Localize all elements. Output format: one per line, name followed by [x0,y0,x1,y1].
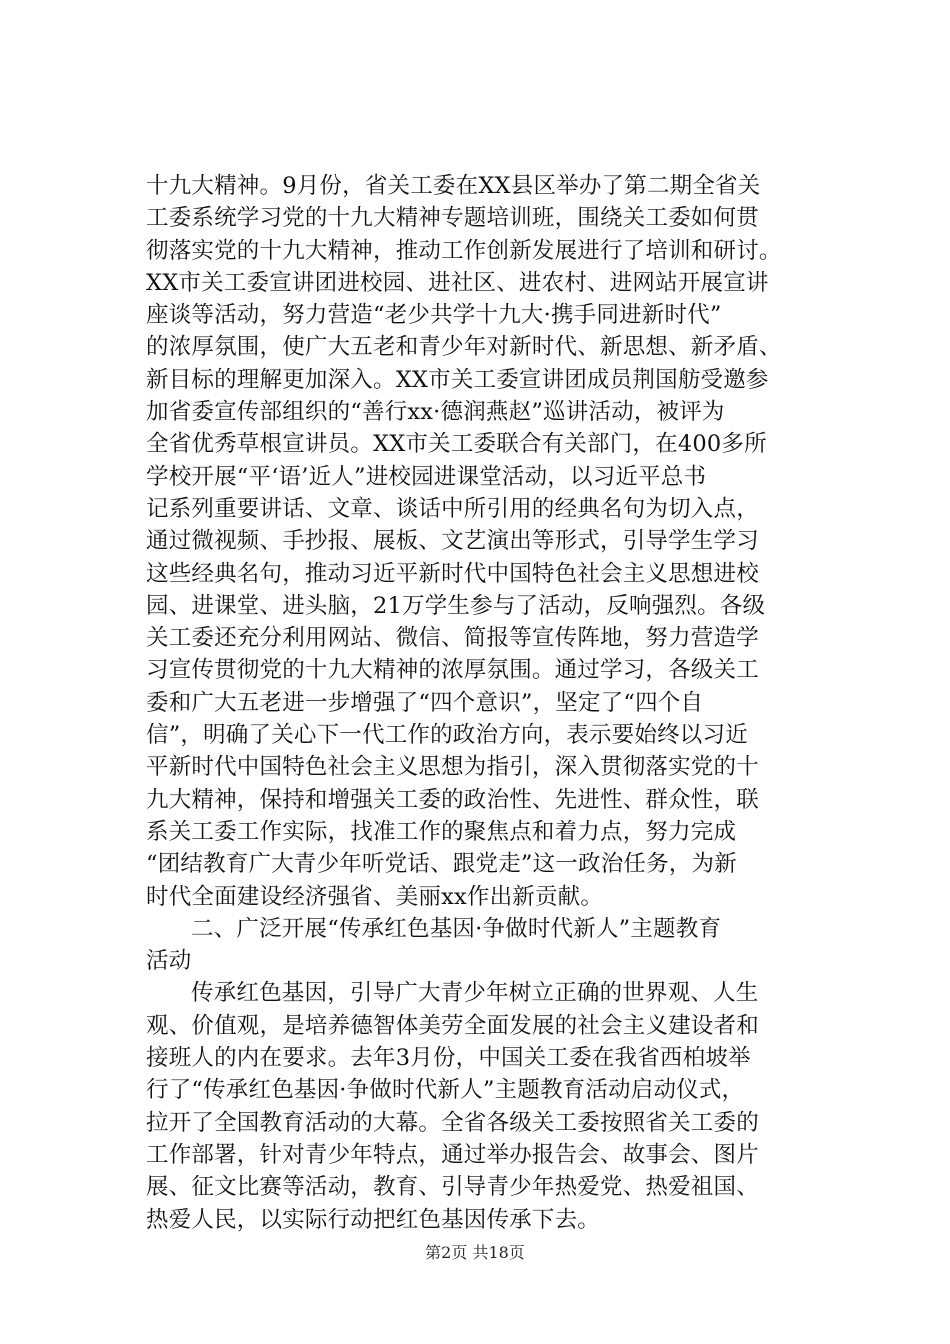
text-line: 全省优秀草根宣讲员。XX市关工委联合有关部门，在400多所 [146,431,767,458]
page-number-footer: 第2页 共18页 [425,1243,525,1262]
section-heading-continued: 活动 [146,948,192,975]
text-line: 热爱人民，以实际行动把红色基因传承下去。 [146,1206,601,1233]
body-text [146,170,852,1236]
text-line: 工委系统学习党的十九大精神专题培训班，围绕关工委如何贯 [146,205,759,232]
text-line: 这些经典名句，推动习近平新时代中国特色社会主义思想进校 [146,560,759,587]
text-line: 工作部署，针对青少年特点，通过举办报告会、故事会、图片 [146,1141,759,1168]
text-line: 系关工委工作实际，找准工作的聚焦点和着力点，努力完成 [146,818,737,845]
text-line: 时代全面建设经济强省、美丽xx作出新贡献。 [146,883,604,910]
text-line: 加省委宣传部组织的“善行xx·德润燕赵”巡讲活动，被评为 [146,399,725,426]
text-line: 信”，明确了关心下一代工作的政治方向，表示要始终以习近 [146,722,748,749]
text-line: “团结教育广大青少年听党话、跟党走”这一政治任务，为新 [146,851,737,878]
text-line: 习宣传贯彻党的十九大精神的浓厚氛围。通过学习，各级关工 [146,657,759,684]
text-line: 学校开展“平‘语’近人”进校园进课堂活动，以习近平总书 [146,463,707,490]
text-line: 十九大精神。9月份，省关工委在XX县区举办了第二期全省关 [146,173,761,199]
text-line: 的浓厚氛围，使广大五老和青少年对新时代、新思想、新矛盾、 [146,334,782,361]
text-line: 传承红色基因，引导广大青少年树立正确的世界观、人生 [191,980,759,1007]
text-line: 拉开了全国教育活动的大幕。全省各级关工委按照省关工委的 [146,1109,759,1136]
text-line: 新目标的理解更加深入。XX市关工委宣讲团成员荆国舫受邀参 [146,366,769,393]
text-line: 九大精神，保持和增强关工委的政治性、先进性、群众性，联 [146,786,759,813]
text-line: 行了“传承红色基因·争做时代新人”主题教育活动启动仪式， [146,1077,745,1104]
text-line: 座谈等活动，努力营造“老少共学十九大·携手同进新时代” [146,302,722,329]
text-line: 平新时代中国特色社会主义思想为指引，深入贯彻落实党的十 [146,754,759,781]
text-line: 关工委还充分利用网站、微信、简报等宣传阵地，努力营造学 [146,625,759,652]
text-line: 委和广大五老进一步增强了“四个意识”，坚定了“四个自 [146,689,704,716]
text-line: 记系列重要讲话、文章、谈话中所引用的经典名句为切入点， [146,495,759,522]
text-line: 通过微视频、手抄报、展板、文艺演出等形式，引导学生学习 [146,528,759,555]
text-line: 观、价值观，是培养德智体美劳全面发展的社会主义建设者和 [146,1012,759,1039]
text-line: 展、征文比赛等活动，教育、引导青少年热爱党、热爱祖国、 [146,1174,759,1201]
text-line: XX市关工委宣讲团进校园、进社区、进农村、进网站开展宣讲 [146,269,769,296]
text-line: 接班人的内在要求。去年3月份，中国关工委在我省西柏坡举 [146,1045,751,1072]
section-heading: 二、广泛开展“传承红色基因·争做时代新人”主题教育 [191,915,722,942]
text-line: 彻落实党的十九大精神，推动工作创新发展进行了培训和研讨。 [146,237,782,264]
text-line: 园、进课堂、进头脑，21万学生参与了活动，反响强烈。各级 [146,592,766,619]
